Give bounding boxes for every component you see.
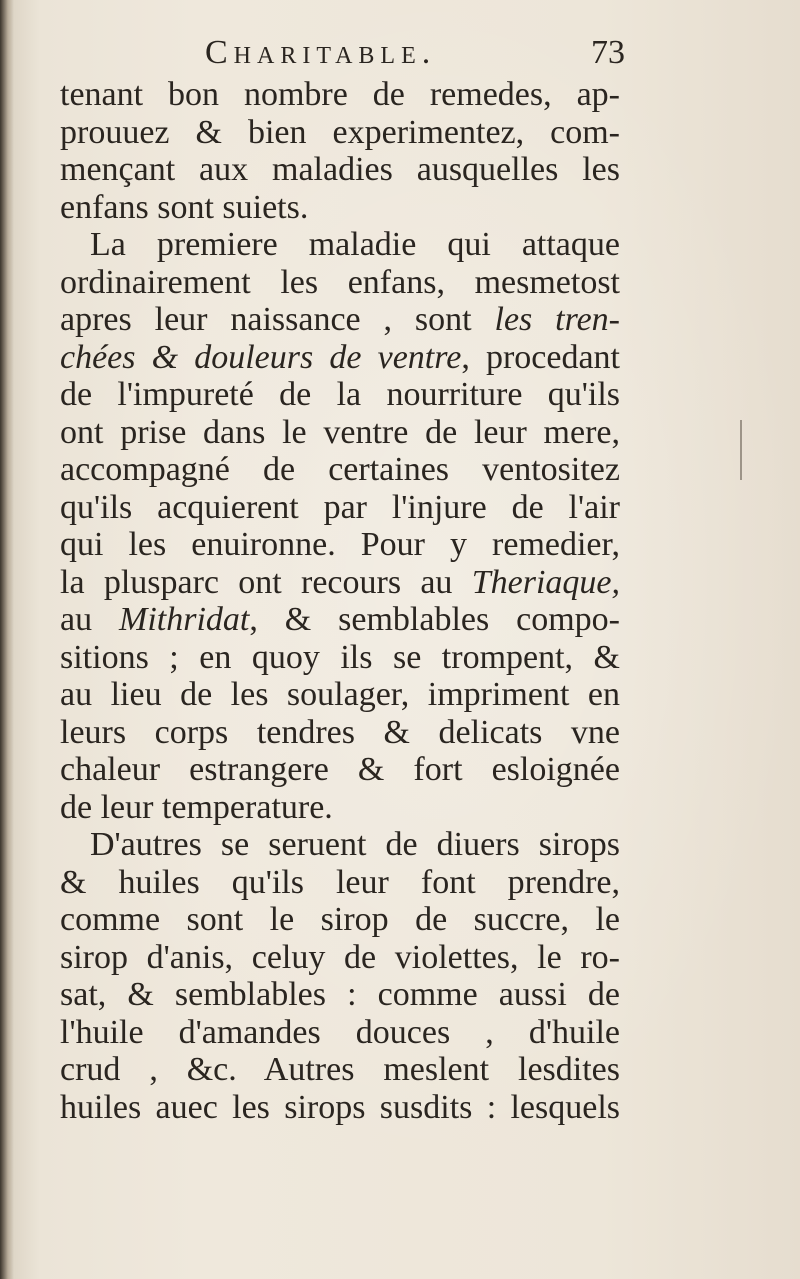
text-line <box>60 751 620 789</box>
text-line <box>60 601 620 639</box>
text-line <box>60 264 620 302</box>
text-segment: sirop d'anis, celuy de violettes, le ro- <box>60 938 620 976</box>
text-segment: & huiles qu'ils leur font prendre, <box>60 863 620 901</box>
text-segment: au <box>60 601 120 638</box>
text-segment: au lieu de les soulager, impriment en <box>60 676 620 713</box>
text-segment: la plusparc ont recours au <box>60 563 472 601</box>
page-gutter-edge <box>0 0 14 1279</box>
text-line <box>60 564 620 602</box>
text-line <box>60 901 620 939</box>
text-line <box>60 151 620 189</box>
margin-mark <box>740 420 746 480</box>
text-segment: prouuez & bien experimentez, com- <box>60 113 620 151</box>
text-segment: accompagné de certaines ventositez <box>60 451 620 488</box>
text-segment: enfans sont suiets. <box>60 188 309 226</box>
text-line <box>60 76 620 114</box>
text-segment: chaleur estrangere & fort esloignée <box>60 751 620 788</box>
text-line <box>60 339 620 377</box>
text-line <box>60 1014 620 1052</box>
text-line <box>60 639 620 677</box>
text-line <box>60 114 620 152</box>
italic-text: chées & douleurs de ventre <box>60 338 462 376</box>
text-segment: qu'ils acquierent par l'injure de l'air <box>60 488 620 526</box>
text-line <box>60 526 620 564</box>
text-segment: de leur temperature. <box>60 788 333 826</box>
text-line <box>60 189 620 227</box>
text-segment: D'autres se seruent de diuers sirops <box>90 826 620 863</box>
text-line <box>60 1051 620 1089</box>
italic-text: Mithridat <box>119 601 250 638</box>
text-line <box>60 376 620 414</box>
running-head: Charitable. <box>205 34 437 71</box>
text-line <box>60 939 620 977</box>
text-line <box>60 864 620 902</box>
text-segment: , & semblables compo- <box>249 601 620 638</box>
text-segment: huiles auec les sirops susdits : lesquels <box>60 1088 620 1126</box>
text-segment: qui les enuironne. Pour y remedier, <box>60 526 620 563</box>
text-segment: ont prise dans le ventre de leur mere, <box>60 413 620 451</box>
text-segment: ordinairement les enfans, mesmetost <box>60 263 620 301</box>
text-segment: sitions ; en quoy ils se trompent, & <box>60 638 620 676</box>
text-segment: de l'impureté de la nourriture qu'ils <box>60 376 620 413</box>
text-line <box>60 676 620 714</box>
text-segment: sat, & semblables : comme aussi de <box>60 976 620 1013</box>
text-line <box>60 451 620 489</box>
text-segment: , procedant <box>461 338 620 376</box>
text-line <box>60 714 620 752</box>
text-segment: comme sont le sirop de succre, le <box>60 901 620 938</box>
text-segment: apres leur naissance , sont <box>60 301 495 338</box>
italic-text: Theriaque, <box>471 563 620 601</box>
text-line <box>60 826 620 864</box>
body-text <box>60 76 620 1126</box>
text-line <box>60 226 620 264</box>
page-header <box>205 34 625 78</box>
text-segment: leurs corps tendres & delicats vne <box>60 713 620 751</box>
text-line <box>60 1089 620 1127</box>
text-line <box>60 976 620 1014</box>
text-segment: tenant bon nombre de remedes, ap- <box>60 76 620 113</box>
text-line <box>60 414 620 452</box>
text-line <box>60 789 620 827</box>
page-number: 73 <box>591 34 625 71</box>
text-segment: crud , &c. Autres meslent lesdites <box>60 1051 620 1088</box>
italic-text: les tren- <box>494 301 620 338</box>
text-line <box>60 301 620 339</box>
text-segment: l'huile d'amandes douces , d'huile <box>60 1013 620 1051</box>
text-segment: La premiere maladie qui attaque <box>90 226 620 263</box>
text-line <box>60 489 620 527</box>
text-segment: mençant aux maladies ausquelles les <box>60 151 620 188</box>
